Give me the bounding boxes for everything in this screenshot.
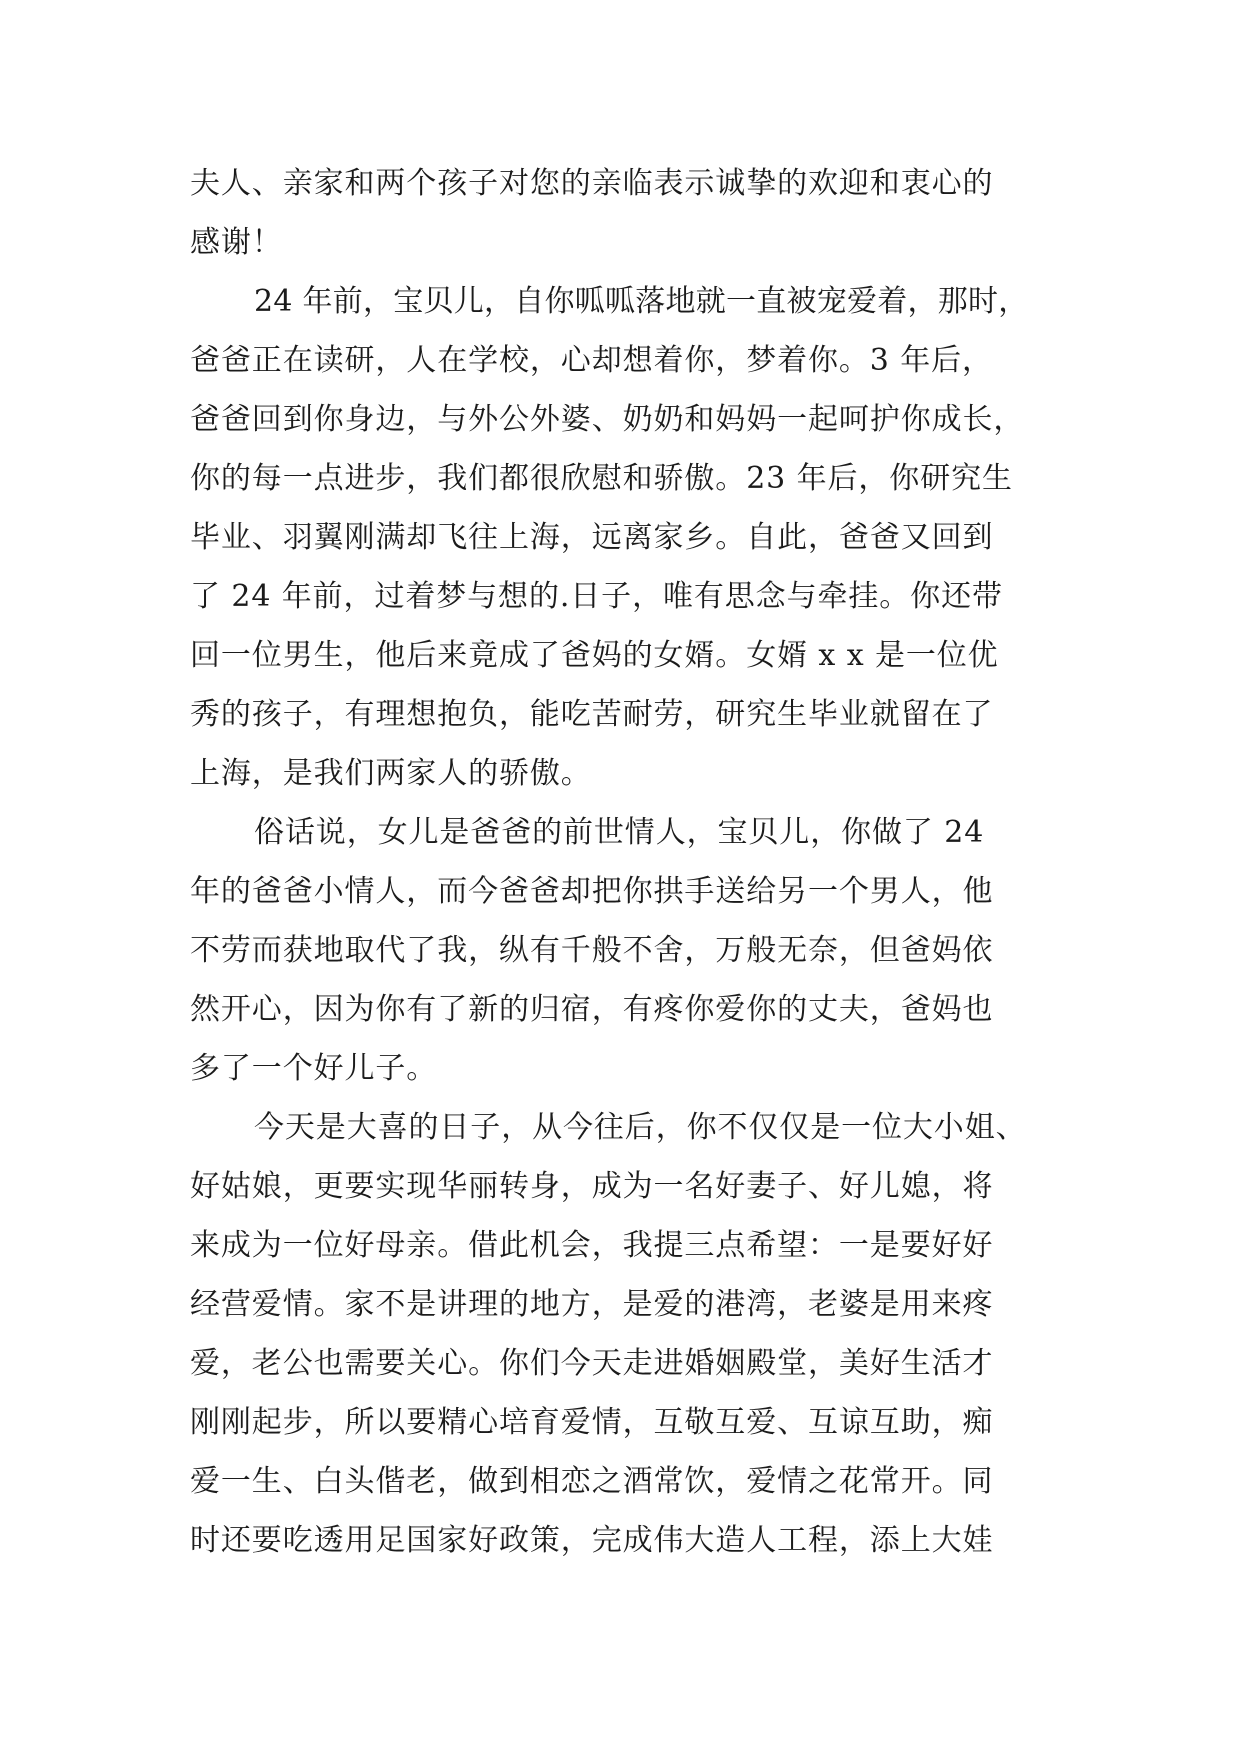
document-line: 爱，老公也需要关心。你们今天走进婚姻殿堂，美好生活才: [190, 1346, 994, 1381]
paragraph-start-line: 24 年前，宝贝儿，自你呱呱落地就一直被宠爱着，那时，: [254, 284, 1029, 319]
document-line: 毕业、羽翼刚满却飞往上海，远离家乡。自此，爸爸又回到: [190, 520, 994, 555]
paragraph-start-line: 俗话说，女儿是爸爸的前世情人，宝贝儿，你做了 24: [254, 815, 985, 850]
document-line: 夫人、亲家和两个孩子对您的亲临表示诚挚的欢迎和衷心的: [190, 166, 994, 201]
document-line: 上海，是我们两家人的骄傲。: [190, 756, 592, 791]
document-line: 爸爸回到你身边，与外公外婆、奶奶和妈妈一起呵护你成长，: [190, 402, 1025, 437]
paragraph-start-line: 今天是大喜的日子，从今往后，你不仅仅是一位大小姐、: [254, 1110, 1027, 1145]
document-line: 刚刚起步，所以要精心培育爱情，互敬互爱、互谅互助，痴: [190, 1405, 994, 1440]
document-line: 来成为一位好母亲。借此机会，我提三点希望：一是要好好: [190, 1228, 994, 1263]
document-line: 好姑娘，更要实现华丽转身，成为一名好妻子、好儿媳，将: [190, 1169, 994, 1204]
document-line: 爸爸正在读研，人在学校，心却想着你，梦着你。3 年后，: [190, 343, 993, 378]
document-line: 多了一个好儿子。: [190, 1051, 438, 1086]
document-line: 感谢！: [190, 225, 283, 260]
document-line: 不劳而获地取代了我，纵有千般不舍，万般无奈，但爸妈依: [190, 933, 994, 968]
document-line: 经营爱情。家不是讲理的地方，是爱的港湾，老婆是用来疼: [190, 1287, 994, 1322]
document-line: 爱一生、白头偕老，做到相恋之酒常饮，爱情之花常开。同: [190, 1464, 994, 1499]
document-line: 时还要吃透用足国家好政策，完成伟大造人工程，添上大娃: [190, 1523, 994, 1558]
document-line: 你的每一点进步，我们都很欣慰和骄傲。23 年后，你研究生: [190, 461, 1013, 496]
document-body: [190, 154, 1090, 1570]
document-line: 然开心，因为你有了新的归宿，有疼你爱你的丈夫，爸妈也: [190, 992, 994, 1027]
document-line: 回一位男生，他后来竟成了爸妈的女婿。女婿 x x 是一位优: [190, 638, 999, 673]
document-line: 年的爸爸小情人，而今爸爸却把你拱手送给另一个男人，他: [190, 874, 994, 909]
document-line: 秀的孩子，有理想抱负，能吃苦耐劳，研究生毕业就留在了: [190, 697, 994, 732]
document-line: 了 24 年前，过着梦与想的.日子，唯有思念与牵挂。你还带: [190, 579, 1003, 614]
